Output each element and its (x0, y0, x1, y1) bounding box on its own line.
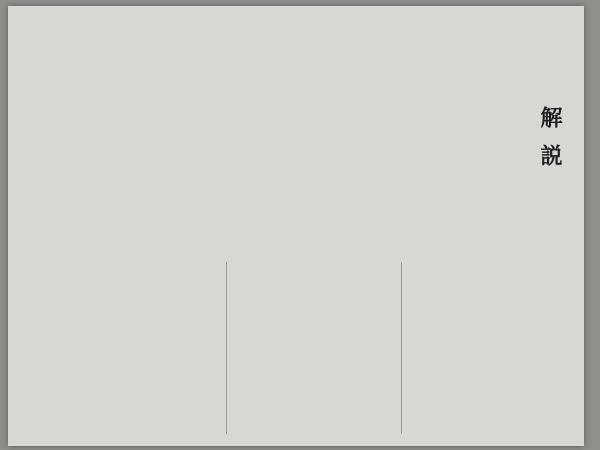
intro-text (22, 12, 528, 262)
document-page (8, 6, 584, 446)
section-title: 解説 (537, 106, 563, 182)
caption-box (226, 262, 402, 434)
essay-text-left (22, 262, 218, 434)
caption-text (231, 266, 397, 430)
essay-text-right (408, 262, 528, 434)
